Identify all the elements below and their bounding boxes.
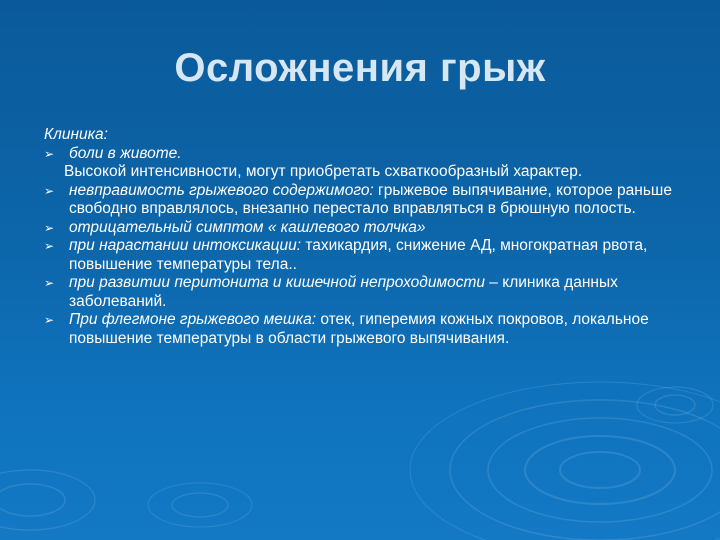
item-italic-text: невправимость грыжевого содержимого: [69,181,374,199]
list-item [44,311,694,348]
list-item [44,182,694,219]
list-item [44,145,694,164]
arrow-bullet-icon: ➢ [44,183,55,198]
item-plain-text: отек, гиперемия кожных покровов, локальное повышение температуры в области грыжевого выпячивания. [69,311,649,347]
arrow-bullet-icon: ➢ [44,146,55,161]
list-item [44,274,694,311]
arrow-bullet-icon: ➢ [44,239,55,253]
arrow-bullet-icon: ➢ [44,313,55,327]
item-plain-text: тахикардия, снижение АД, многократная рвота, повышение температуры тела.. [69,237,648,273]
item-italic-text: боли в животе. [69,144,182,162]
item-italic-text: отрицательный симптом « кашлевого толчка» [69,218,426,236]
arrow-bullet-icon: ➢ [44,276,55,290]
slide-title: Осложнения грыж [174,46,546,90]
section-heading: Клиника: [44,126,108,143]
slide-body [44,126,694,348]
item-plain-text: грыжевое выпячивание, которое раньше свободно вправлялось, внезапно перестало вправляться в брюшную полость. [69,181,672,217]
item-italic-text: При флегмоне грыжевого мешка: [69,311,317,328]
item-italic-text: при развитии перитонита и кишечной непроходимости [69,274,485,291]
item-italic-text: при нарастании интоксикации: [69,237,302,254]
item-plain-text: – клиника данных заболеваний. [69,274,618,310]
list-item [44,237,694,274]
arrow-bullet-icon: ➢ [44,220,55,235]
list-item [44,219,694,238]
pain-detail-text: Высокой интенсивности, могут приобретать схваткообразный характер. [64,163,583,180]
